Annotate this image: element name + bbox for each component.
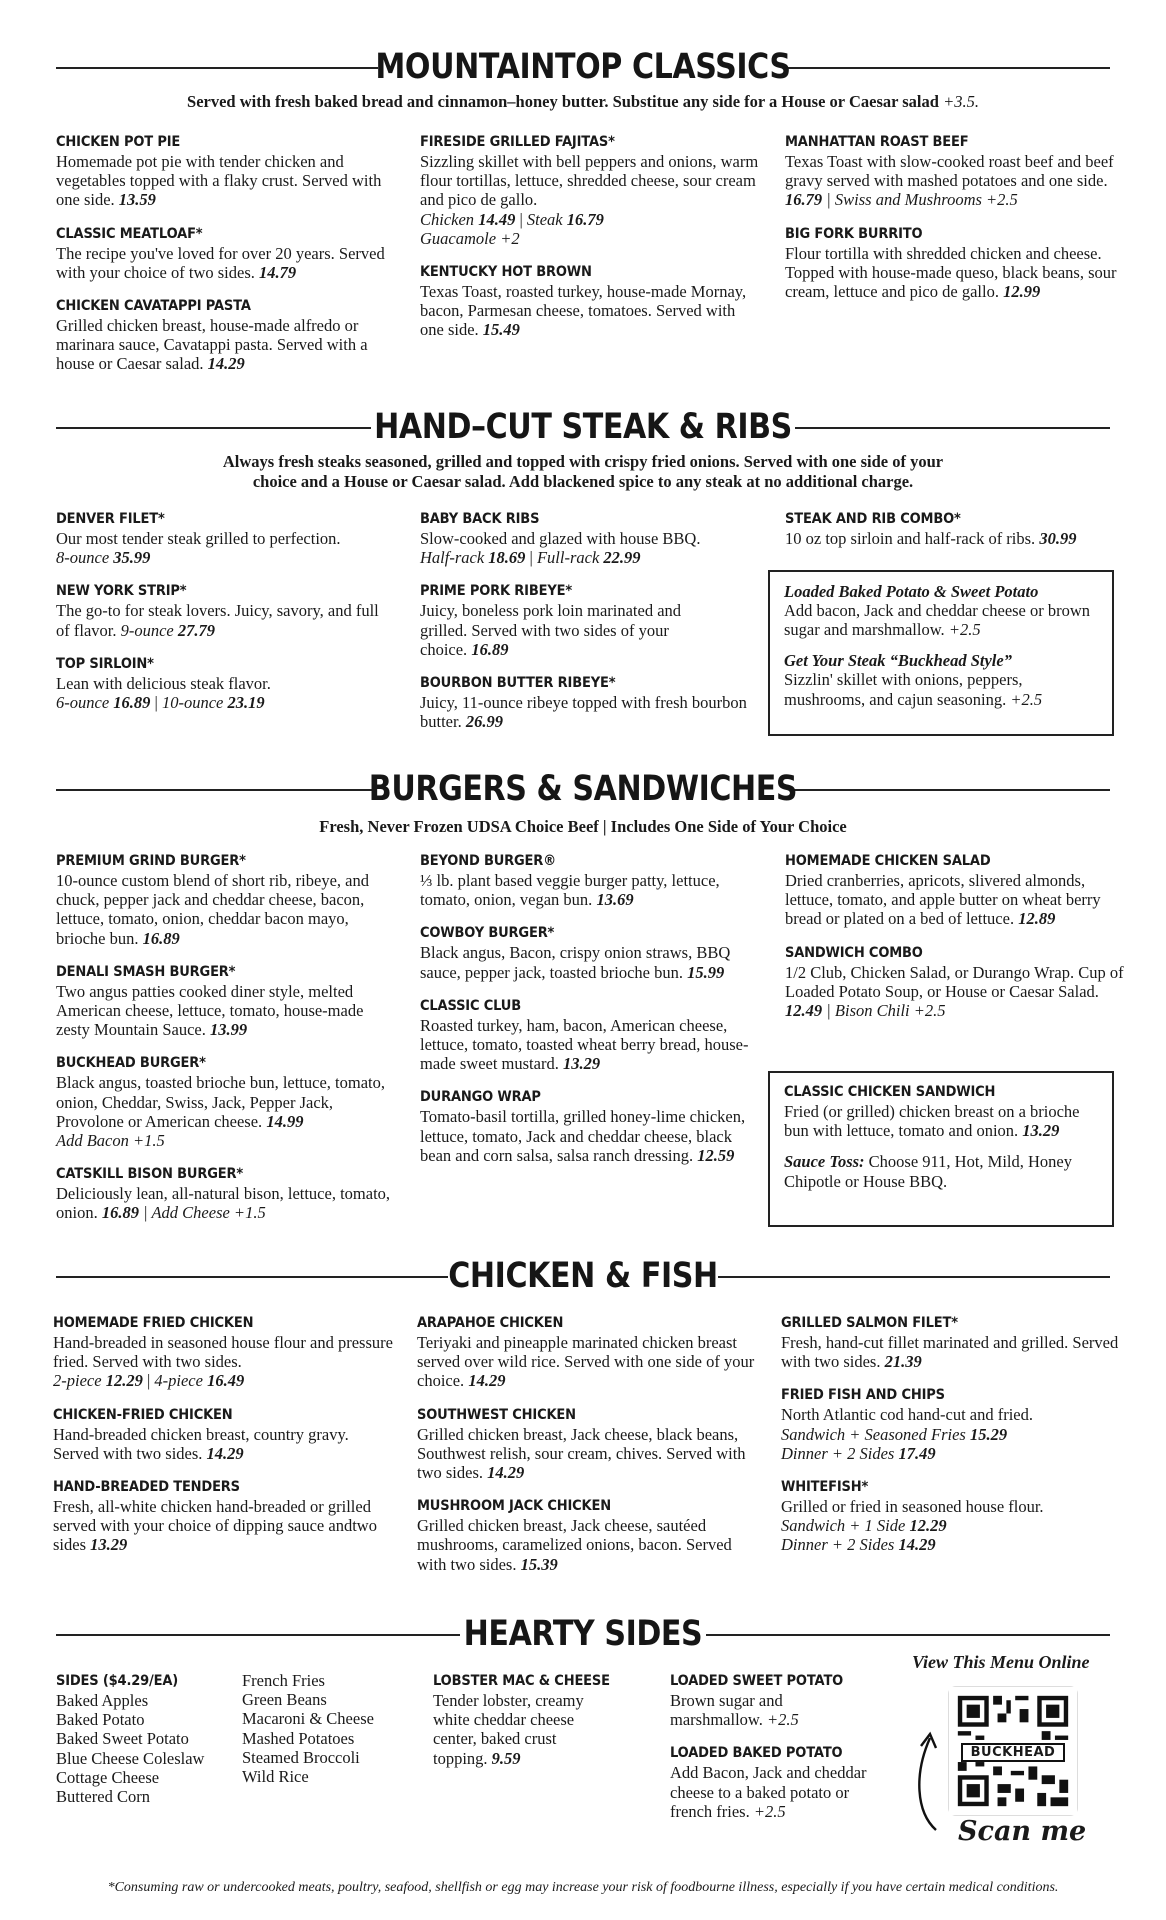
item-desc: Hand-breaded in seasoned house flour and pressure fried. Served with two sides. 2-piece 12.29 | 4-piece 16.49: [53, 1333, 393, 1391]
menu-item: [56, 225, 396, 282]
menu-item: [785, 225, 1125, 302]
section-title: HEARTY SIDES: [463, 1614, 703, 1654]
item-name: SANDWICH COMBO: [785, 944, 923, 961]
box-text: Fried (or grilled) chicken breast on a brioche bun with lettuce, tomato and onion. 13.29: [784, 1102, 1080, 1141]
menu-item: [56, 1054, 396, 1150]
menu-item: [56, 1165, 396, 1222]
section-subtitle: Served with fresh baked bread and cinnamon–honey butter. Substitue any side for a House or Caesar salad +3.5.: [187, 92, 979, 111]
menu-item: [420, 924, 760, 981]
box-heading: Loaded Baked Potato & Sweet Potato: [784, 582, 1039, 601]
section-title: HAND–CUT STEAK & RIBS: [374, 407, 792, 447]
item-name: COWBOY BURGER*: [420, 925, 555, 942]
item-desc: Texas Toast with slow-cooked roast beef and beef gravy served with mashed potatoes and one side. 16.79 | Swiss and Mushrooms +2.5: [785, 152, 1114, 210]
item-desc: North Atlantic cod hand-cut and fried. Sandwich + Seasoned Fries 15.29 Dinner + 2 Sides 17.49: [781, 1405, 1034, 1463]
item-name: BOURBON BUTTER RIBEYE*: [420, 675, 616, 692]
item-name: FIRESIDE GRILLED FAJITAS*: [420, 134, 615, 150]
item-desc: Fresh, hand-cut fillet marinated and grilled. Served with two sides. 21.39: [781, 1333, 1119, 1372]
item-name: NEW YORK STRIP*: [56, 583, 187, 600]
item-name: STEAK AND RIB COMBO*: [785, 511, 961, 527]
section-header-classics: [0, 44, 1166, 90]
side-item: Steamed Broccoli: [242, 1747, 360, 1767]
item-desc: 1/2 Club, Chicken Salad, or Durango Wrap. Cup of Loaded Potato Soup, or House or Caesar Salad. 12.49 | Bison Chili +2.5: [785, 962, 1124, 1021]
menu-item: [781, 1386, 1121, 1463]
item-desc: Our most tender steak grilled to perfection. 8-ounce 35.99: [56, 529, 341, 568]
menu-item: [417, 1406, 757, 1483]
menu-item: [56, 963, 396, 1040]
menu-item: [670, 1672, 875, 1729]
item-name: MUSHROOM JACK CHICKEN: [417, 1498, 611, 1515]
menu-column: [420, 133, 760, 355]
item-desc: Add Bacon, Jack and cheddar cheese to a baked potato or french fries. +2.5: [670, 1763, 867, 1821]
item-name: HOMEMADE CHICKEN SALAD: [785, 853, 991, 869]
section-subtitle: Always fresh steaks seasoned, grilled and topped with crispy fried onions. Served with one side of your: [222, 452, 944, 471]
menu-item: [420, 582, 760, 659]
item-desc: Grilled chicken breast, Jack cheese, black beans, Southwest relish, sour cream, chives. Served with two sides. 14.29: [417, 1424, 746, 1483]
featured-item-box: [768, 1071, 1114, 1227]
item-desc: Grilled or fried in seasoned house flour. Sandwich + 1 Side 12.29 Dinner + 2 Sides 14.29: [781, 1497, 1044, 1555]
item-name: HOMEMADE FRIED CHICKEN: [53, 1315, 254, 1331]
menu-item: [785, 133, 1125, 210]
item-desc: Juicy, boneless pork loin marinated and grilled. Served with two sides of your choice. 16.89: [420, 601, 682, 659]
menu-column: [433, 1672, 613, 1783]
menu-column: [781, 1314, 1121, 1570]
sides-column: [56, 1672, 241, 1806]
menu-item: [53, 1406, 393, 1463]
item-desc: Texas Toast, roasted turkey, house-made Mornay, bacon, Parmesan cheese, tomatoes. Served with one side. 15.49: [420, 282, 747, 340]
section-subtitle: choice and a House or Caesar salad. Add blackened spice to any steak at no additional charge.: [252, 472, 914, 491]
menu-item: [56, 582, 396, 639]
menu-column: [56, 133, 396, 389]
menu-column: [53, 1314, 393, 1570]
menu-item: [56, 655, 396, 712]
item-name: BIG FORK BURRITO: [785, 225, 923, 242]
add-ons-box: [768, 570, 1114, 736]
item-name: CLASSIC MEATLOAF*: [56, 225, 203, 242]
box-heading: Get Your Steak “Buckhead Style”: [784, 651, 1012, 671]
item-name: PRIME PORK RIBEYE*: [420, 583, 573, 600]
menu-item: [785, 944, 1125, 1021]
box-text: Sauce Toss: Choose 911, Hot, Mild, Honey Chipotle or House BBQ.: [784, 1152, 1072, 1191]
item-name: PREMIUM GRIND BURGER*: [56, 853, 246, 869]
item-name: LOADED BAKED POTATO: [670, 1745, 843, 1762]
item-name: CLASSIC CHICKEN SANDWICH: [784, 1084, 996, 1100]
scan-me-label: Scan me: [958, 1816, 1087, 1847]
menu-item: [670, 1744, 875, 1821]
item-name: GRILLED SALMON FILET*: [781, 1315, 958, 1331]
item-desc: Tomato-basil tortilla, grilled honey-lime chicken, lettuce, tomato, Jack and cheddar cheese, black bean and corn salsa, salsa ranch dressing. 12.59: [420, 1107, 746, 1165]
qr-brand-label: BUCKHEAD: [961, 1743, 1065, 1762]
side-item: Green Beans: [242, 1690, 327, 1710]
menu-item: [53, 1314, 393, 1391]
section-header-steak: [0, 404, 1166, 450]
item-name: KENTUCKY HOT BROWN: [420, 264, 592, 281]
menu-column: [420, 510, 760, 746]
item-price: 14.79: [259, 262, 297, 282]
arrow-icon: [908, 1726, 952, 1836]
item-name: BEYOND BURGER®: [420, 853, 557, 869]
section-subtitle: Fresh, Never Frozen UDSA Choice Beef | Includes One Side of Your Choice: [319, 817, 847, 836]
menu-item: [433, 1672, 613, 1768]
section-header-sides: [0, 1611, 1166, 1657]
section-title: CHICKEN & FISH: [448, 1256, 718, 1296]
item-desc: Brown sugar and marshmallow. +2.5: [670, 1691, 799, 1730]
item-name: CATSKILL BISON BURGER*: [56, 1166, 244, 1183]
item-desc: Black angus, Bacon, crispy onion straws, BBQ sauce, pepper jack, toasted brioche bun. 15.99: [420, 943, 731, 982]
menu-column: [56, 510, 396, 727]
item-desc: Hand-breaded chicken breast, country gravy. Served with two sides. 14.29: [53, 1424, 349, 1463]
side-item: Baked Potato: [56, 1710, 145, 1730]
menu-item: [420, 263, 760, 340]
side-item: Buttered Corn: [56, 1787, 150, 1807]
item-name: CLASSIC CLUB: [420, 997, 521, 1014]
item-name: BUCKHEAD BURGER*: [56, 1055, 206, 1072]
item-name: LOADED SWEET POTATO: [670, 1673, 844, 1689]
section-header-burgers: [0, 766, 1166, 812]
item-desc: The recipe you've loved for over 20 years. Served with your choice of two sides. 14.79: [56, 243, 385, 282]
item-name: SOUTHWEST CHICKEN: [417, 1406, 576, 1423]
item-desc: Juicy, 11-ounce ribeye topped with fresh bourbon butter. 26.99: [420, 693, 747, 732]
side-item: Mashed Potatoes: [242, 1728, 355, 1748]
menu-item: [56, 133, 396, 210]
item-name: DENALI SMASH BURGER*: [56, 963, 236, 980]
menu-item: [785, 852, 1125, 929]
item-desc: Sizzling skillet with bell peppers and onions, warm flour tortillas, lettuce, shredded cheese, sour cream and pico de gallo. Chicken 14.49 | Steak 16.79 Guacamole +2: [420, 152, 759, 248]
item-desc: The go-to for steak lovers. Juicy, savory, and full of flavor. 9-ounce 27.79: [56, 601, 379, 640]
qr-panel: [900, 1652, 1120, 1852]
item-price: 15.49: [482, 320, 520, 340]
menu-column: [785, 852, 1125, 1035]
qr-title: View This Menu Online: [912, 1652, 1090, 1672]
item-desc: Fresh, all-white chicken hand-breaded or grilled served with your choice of dipping sauce andtwo sides 13.29: [53, 1497, 377, 1555]
menu-column: [417, 1314, 757, 1589]
item-desc: Two angus patties cooked diner style, melted American cheese, lettuce, tomato, house-made zesty Mountain Sauce. 13.99: [56, 981, 364, 1040]
item-desc: ⅓ lb. plant based veggie burger patty, lettuce, tomato, onion, vegan bun. 13.69: [420, 871, 720, 910]
menu-item: [420, 1088, 760, 1165]
item-desc: Roasted turkey, ham, bacon, American cheese, lettuce, tomato, toasted wheat berry bread, house-made sweet mustard. 13.29: [420, 1015, 749, 1074]
side-item: French Fries: [242, 1671, 325, 1690]
section-header-chicken: [0, 1253, 1166, 1299]
sides-list: [242, 1671, 422, 1786]
item-desc: Homemade pot pie with tender chicken and vegetables topped with a flaky crust. Served with one side. 13.59: [56, 152, 382, 210]
menu-item: [420, 674, 760, 731]
item-desc: Tender lobster, creamy white cheddar cheese center, baked crust topping. 9.59: [433, 1691, 584, 1768]
item-name: CHICKEN POT PIE: [56, 134, 181, 150]
section-title: MOUNTAINTOP CLASSICS: [375, 47, 791, 87]
item-desc: Dried cranberries, apricots, slivered almonds, lettuce, tomato, and apple butter on wheat berry bread or plated on a bed of lettuce. 12.89: [785, 871, 1101, 929]
item-name: LOBSTER MAC & CHEESE: [433, 1673, 610, 1689]
item-name: WHITEFISH*: [781, 1479, 869, 1496]
item-desc: Grilled chicken breast, Jack cheese, sautéed mushrooms, caramelized onions, bacon. Served with two sides. 15.39: [417, 1516, 732, 1574]
item-desc: Black angus, toasted brioche bun, lettuce, tomato, onion, Cheddar, Swiss, Jack, Pepper Jack, Provolone or American cheese. 14.99 Add Bacon +1.5: [56, 1073, 385, 1151]
item-name: HAND-BREADED TENDERS: [53, 1479, 240, 1496]
sides-heading: SIDES ($4.29/EA): [56, 1673, 179, 1689]
menu-column: [670, 1672, 875, 1836]
menu-item: [781, 1478, 1121, 1555]
side-item: Baked Sweet Potato: [56, 1729, 189, 1749]
menu-item: [56, 297, 396, 374]
item-desc: 10-ounce custom blend of short rib, ribeye, and chuck, pepper jack and cheddar cheese, bacon, lettuce, tomato, onion, cheddar bacon mayo, brioche bun. 16.89: [56, 871, 369, 948]
item-name: TOP SIRLOIN*: [56, 655, 154, 672]
item-name: BABY BACK RIBS: [420, 511, 540, 527]
menu-item: [420, 852, 760, 909]
item-desc: Flour tortilla with shredded chicken and cheese. Topped with house-made queso, black beans, sour cream, lettuce and pico de gallo. 12.99: [785, 243, 1117, 302]
item-name: CHICKEN CAVATAPPI PASTA: [56, 298, 251, 315]
menu-column: [56, 852, 396, 1238]
menu-item: [781, 1314, 1121, 1371]
menu-item: [53, 1478, 393, 1555]
menu-item: [56, 852, 396, 948]
qr-code[interactable]: [948, 1686, 1078, 1816]
side-item: Macaroni & Cheese: [242, 1709, 374, 1729]
side-item: Cottage Cheese: [56, 1767, 160, 1787]
item-desc: Lean with delicious steak flavor. 6-ounce 16.89 | 10-ounce 23.19: [56, 673, 271, 713]
item-price: 14.29: [207, 354, 245, 374]
sides-list: [56, 1691, 241, 1806]
item-name: CHICKEN-FRIED CHICKEN: [53, 1406, 233, 1423]
item-desc: Deliciously lean, all-natural bison, lettuce, tomato, onion. 16.89 | Add Cheese +1.5: [56, 1184, 391, 1223]
item-desc: Teriyaki and pineapple marinated chicken breast served over wild rice. Served with one side of your choice. 14.29: [417, 1333, 755, 1391]
menu-item: [417, 1497, 757, 1574]
item-price: 13.59: [118, 190, 156, 210]
section-title: BURGERS & SANDWICHES: [368, 769, 798, 809]
item-name: MANHATTAN ROAST BEEF: [785, 134, 969, 150]
box-text: Add bacon, Jack and cheddar cheese or brown sugar and marshmallow. +2.5: [784, 601, 1091, 640]
menu-item: [417, 1314, 757, 1391]
item-desc: Grilled chicken breast, house-made alfredo or marinara sauce, Cavatappi pasta. Served with a house or Caesar salad. 14.29: [56, 316, 368, 374]
sides-column: [242, 1671, 422, 1786]
side-item: Baked Apples: [56, 1691, 149, 1710]
menu-item: [785, 510, 1125, 548]
item-desc: Slow-cooked and glazed with house BBQ. Half-rack 18.69 | Full-rack 22.99: [420, 529, 701, 568]
box-text: Sizzlin' skillet with onions, peppers, mushrooms, and cajun seasoning. +2.5: [784, 670, 1043, 709]
menu-item: [420, 510, 760, 567]
item-name: DENVER FILET*: [56, 511, 165, 527]
menu-item: [420, 133, 760, 248]
item-name: FRIED FISH AND CHIPS: [781, 1387, 945, 1404]
menu-item: [56, 510, 396, 567]
item-name: DURANGO WRAP: [420, 1089, 541, 1106]
menu-column: [420, 852, 760, 1180]
menu-column: [785, 133, 1125, 316]
side-item: Blue Cheese Coleslaw: [56, 1748, 205, 1768]
menu-item: [420, 997, 760, 1074]
side-item: Wild Rice: [242, 1767, 309, 1787]
item-name: ARAPAHOE CHICKEN: [417, 1315, 564, 1331]
menu-column: [785, 510, 1125, 563]
footer-disclaimer: *Consuming raw or undercooked meats, poultry, seafood, shellfish or egg may increase your risk of foodbourne illness, especially if you have certain medical conditions.: [107, 1880, 1059, 1895]
item-desc: 10 oz top sirloin and half-rack of ribs. 30.99: [785, 529, 1077, 548]
